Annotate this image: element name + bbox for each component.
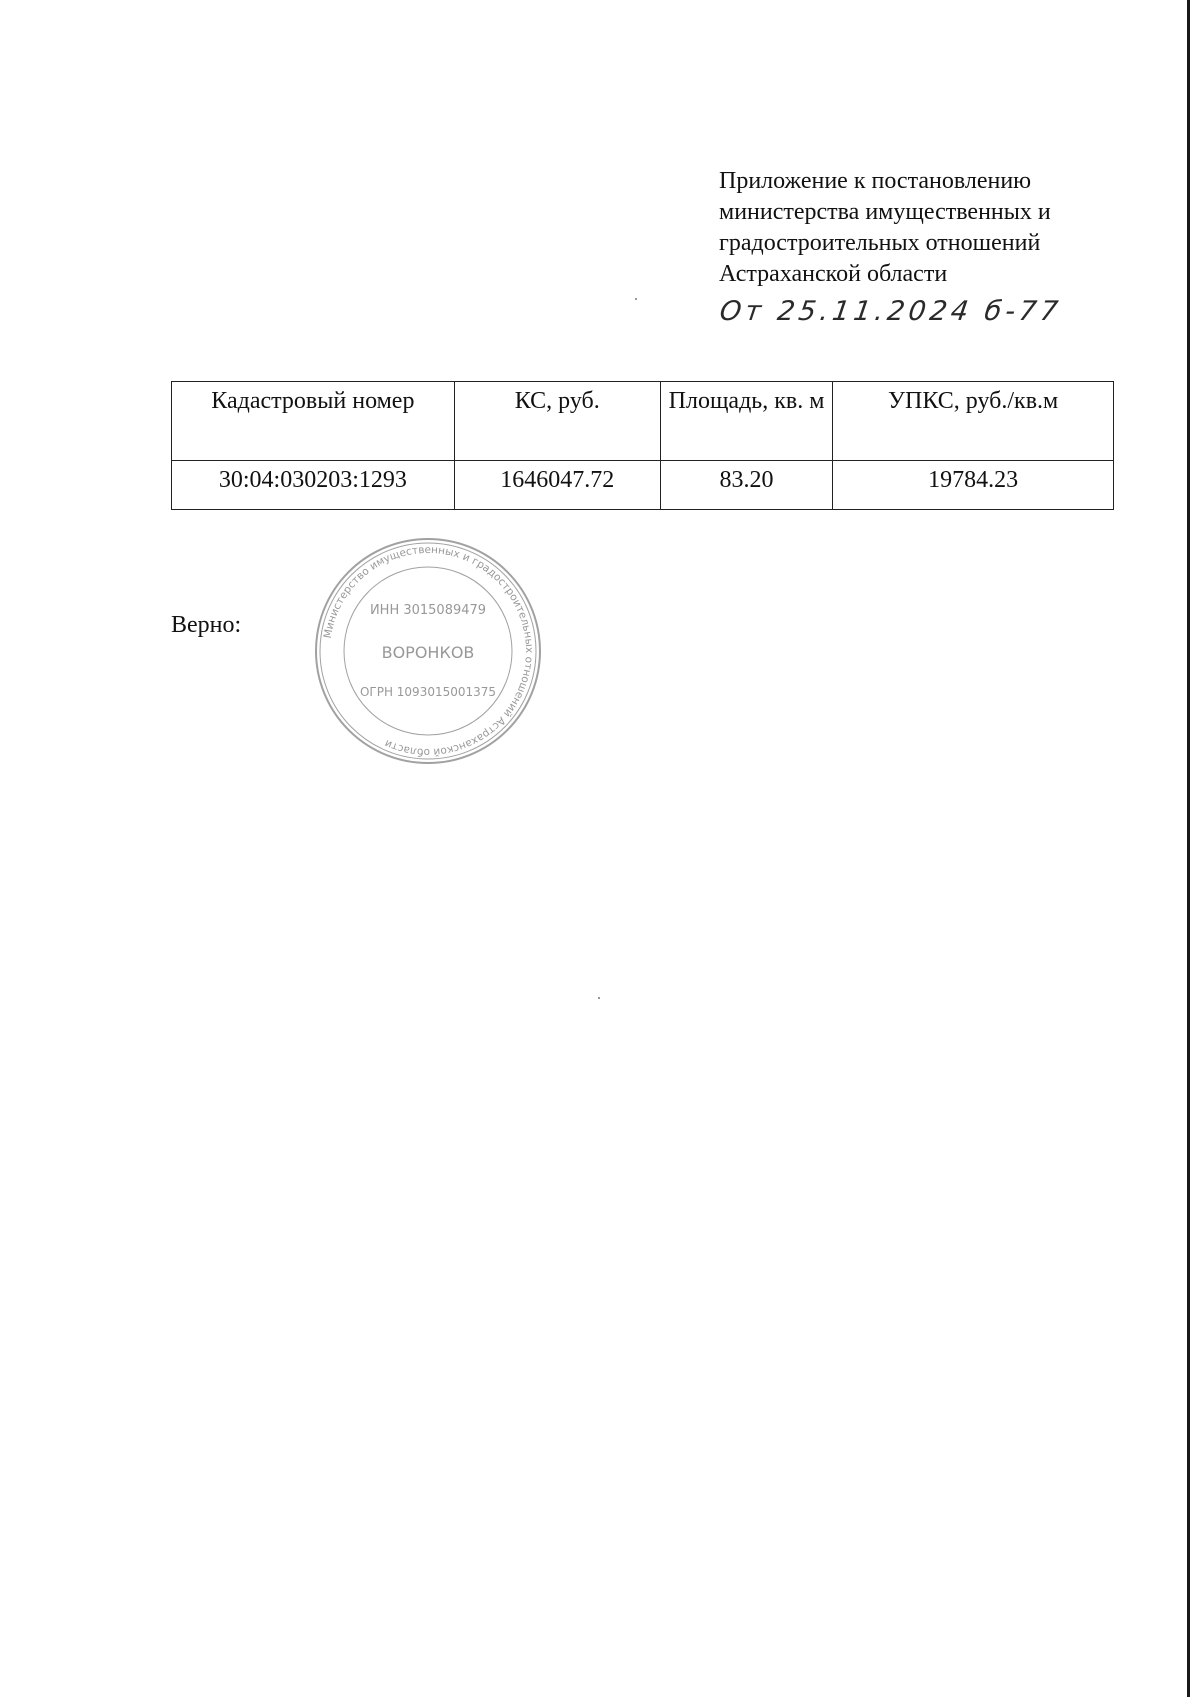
stamp-ogrn: ОГРН 1093015001375 [359, 685, 497, 699]
column-header-specific-value: УПКС, руб./кв.м [833, 382, 1114, 461]
header-line: Приложение к постановлению [719, 168, 1032, 194]
scan-speck [598, 997, 600, 999]
stamp-name: ВОРОНКОВ [381, 643, 475, 662]
header-line: градостроительных отношений [719, 230, 1041, 256]
stamp-inn: ИНН 3015089479 [369, 603, 487, 618]
table-header-row [172, 382, 1114, 461]
header-line: министерства имущественных и [719, 199, 1051, 225]
table-row [172, 461, 1114, 510]
column-header-cadastral-number: Кадастровый номер [172, 382, 455, 461]
column-header-area: Площадь, кв. м [660, 382, 832, 461]
cell-area: 83.20 [660, 461, 832, 510]
column-header-cadastral-value: КС, руб. [454, 382, 660, 461]
cell-cadastral-number: 30:04:030203:1293 [172, 461, 455, 510]
appendix-header [719, 166, 1149, 290]
header-line: Астраханской области [719, 261, 948, 287]
cell-cadastral-value: 1646047.72 [454, 461, 660, 510]
handwritten-date: От 25.11.2024 б-77 [717, 296, 1064, 327]
stamp-outer-text: Министерство имущественных и градостроительных отношений Астраханской области [321, 543, 536, 759]
scan-speck [635, 298, 637, 300]
cell-specific-value: 19784.23 [833, 461, 1114, 510]
cadastral-table [171, 381, 1114, 510]
certification-label: Верно: [171, 612, 242, 638]
official-stamp [313, 536, 543, 766]
scan-edge-bar [1187, 0, 1190, 1697]
